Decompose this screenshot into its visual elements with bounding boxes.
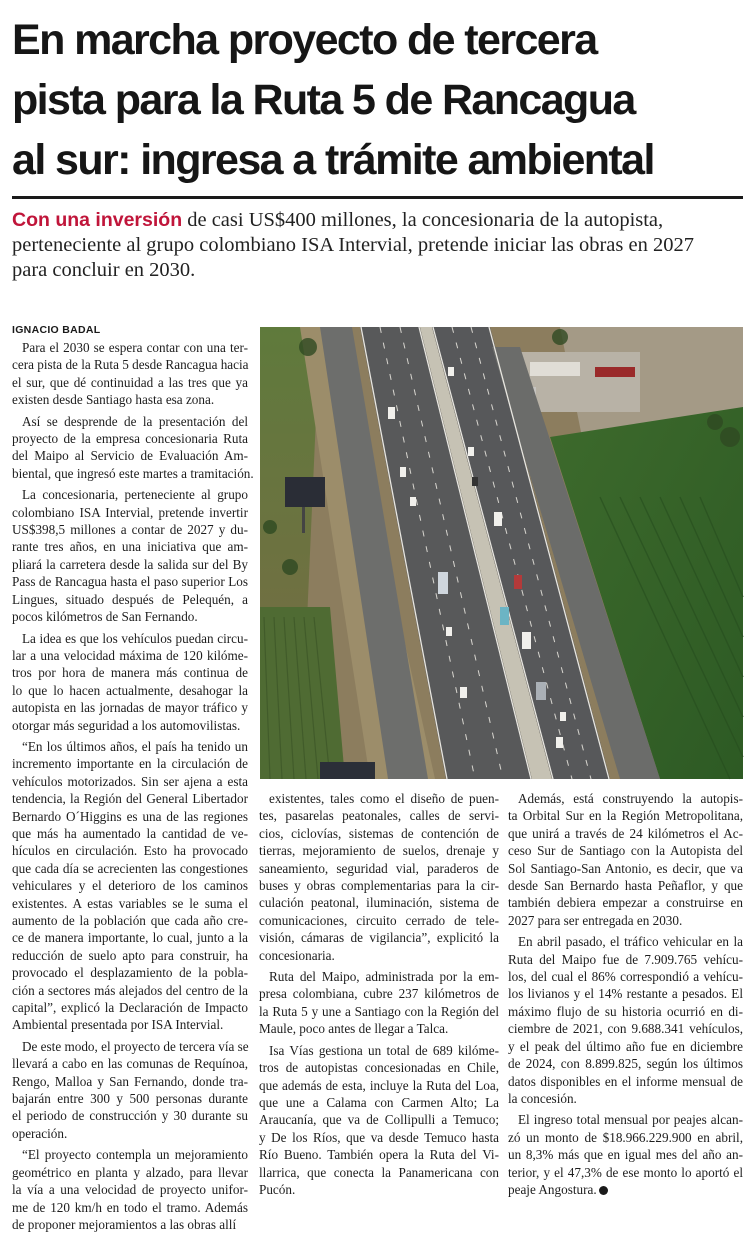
article-line: que unirá a través de 24 kilómetros el Ac-	[508, 825, 743, 841]
article-column-3	[508, 790, 743, 1198]
article-paragraph	[12, 413, 254, 483]
article-line: que más ha aumentado la cantidad de ve-	[12, 825, 248, 841]
article-column-1	[12, 339, 254, 1233]
article-line: ciembre de 2021, con 9.688.341 vehículos,	[508, 1021, 743, 1037]
headline-rule	[12, 196, 743, 199]
article-line: Pass de Rancagua hasta el paso superior Los	[12, 574, 248, 590]
article-line: máximo flujo de su historia ocurrió en di-	[508, 1003, 743, 1019]
article-line: La idea es que los vehículos puedan circu-	[22, 630, 248, 646]
article-line: peaje Angostura.	[508, 1181, 743, 1198]
article-line: vehiculares y el deterioro de los caminos	[12, 878, 248, 894]
article-line: culación peatonal, iluminación, sistema de	[259, 895, 499, 911]
headline-line: En marcha proyecto de tercera	[12, 16, 597, 64]
article-line: reducción de suelo apto para construir, ha	[12, 947, 248, 963]
article-line: ce de manera importante, lo cual, junto a la	[12, 930, 248, 946]
article-line: Río Bueno. También opera la Ruta del Vi-	[259, 1147, 499, 1163]
article-line: concesionaria.	[259, 947, 335, 963]
article-line: Ruta del Maipo fue de 7.909.765 vehícu-	[508, 951, 743, 967]
article-line: tierras, mejoramiento de suelos, drenaje y	[259, 843, 499, 859]
article-line: y De los Ríos, que va desde Temuco hasta	[259, 1129, 499, 1145]
article-line: provocado el desplazamiento de la pobla-	[12, 965, 248, 981]
article-column-2	[259, 790, 499, 1198]
article-line: capital”, explicó la Declaración de Impacto	[12, 1000, 248, 1016]
article-line: cera pista de la Ruta 5 desde Rancagua hacia	[12, 357, 249, 373]
article-line: pliará la carretera desde la salida sur del By	[12, 556, 248, 572]
article-line: existen desde Santiago hasta esa zona.	[12, 392, 215, 408]
article-line: rante tres años, en una iniciativa que am-	[12, 539, 248, 555]
article-line: “El proyecto contempla un mejoramiento	[22, 1147, 248, 1163]
article-line: saneamiento, seguridad vial, paraderos de	[259, 860, 499, 876]
article-line: proyecto de la empresa concesionaria Ruta	[12, 431, 248, 447]
article-line: otorgar más seguridad a los automovilistas.	[12, 717, 241, 733]
lead-line: de casi US$400 millones, la concesionaria de la autopista,	[182, 209, 664, 231]
article-line: Para el 2030 se espera contar con una ter-	[22, 340, 248, 355]
article-line: desde San Bernardo hasta Peñaflor, y que	[508, 878, 743, 894]
article-line: tendencia, la Región del General Libertador	[12, 791, 248, 807]
article-line: Ruta del Maipo, administrada por la em-	[269, 969, 499, 985]
article-paragraph	[12, 738, 248, 1034]
article-line: US$398,5 millones a contar de 2027 y du-	[12, 522, 248, 538]
article-paragraph	[12, 630, 248, 734]
article-line: los livianos y el 14% restante a pesados. El	[508, 986, 743, 1002]
article-line: cios, ciclovías, sistemas de contención de	[259, 825, 499, 841]
article-line: colombiano ISA Intervial, pretende invertir	[12, 504, 248, 520]
article-paragraph	[12, 486, 248, 625]
article-line: comunicaciones, circuito cerrado de tele-	[259, 912, 499, 928]
article-paragraph	[508, 1111, 743, 1198]
end-of-article-icon	[599, 1186, 608, 1195]
article-line: lo que lo hacen actualmente, desahogar la	[12, 682, 248, 698]
article-line: el sur, que dé continuidad a las tres que ya	[12, 374, 248, 390]
article-line: Araucanía, que va de Collipulli a Temuco;	[259, 1112, 499, 1128]
article-line: geométrico en planta y alzado, para llevar	[12, 1164, 248, 1180]
article-line: aumento de la población que cada año cre-	[12, 913, 248, 928]
article-line: datos disponibles en el informe mensual de	[508, 1073, 743, 1089]
article-line: existentes, tales como el diseño de puen-	[269, 791, 499, 806]
article-line: la concesión.	[508, 1090, 577, 1106]
article-line: De este modo, el proyecto de tercera vía se	[22, 1038, 249, 1054]
article-line: hículos en circulación. Esto ha provocado	[12, 843, 248, 859]
article-line: 2027 para ser entregada en 2030.	[508, 912, 683, 928]
article-line: los, del cual el 86% correspondió a vehícu-	[508, 969, 743, 985]
article-line: incremento importante en la circulación de	[12, 756, 248, 772]
article-line: ta Orbital Sur en la Región Metropolitana,	[508, 808, 743, 824]
lead-paragraph	[12, 208, 747, 283]
article-line: la Ruta 5 y une a Santiago con la Región del	[259, 1003, 499, 1019]
byline: IGNACIO BADAL	[12, 324, 101, 336]
article-line: tes, pasarelas peatonales, calles de servi-	[259, 808, 499, 824]
article-line: también debiera empezar a construirse en	[508, 895, 743, 911]
article-line: En abril pasado, el tráfico vehicular en la	[518, 934, 743, 950]
article-line: de proponer mejoramientos a las obras allí	[12, 1216, 237, 1232]
article-line: de 2024, con 8.899.825, según los últimos	[508, 1056, 743, 1072]
article-line: buses y obras complementarias para la cir-	[259, 878, 499, 894]
article-line: el periodo de construcción y 30 durante su	[12, 1108, 248, 1124]
article-line: Además, está construyendo la autopis-	[518, 791, 743, 806]
article-line: bajarán entre 300 y 500 personas durante	[12, 1091, 248, 1107]
article-line: tros por hora de manera más continua de	[12, 665, 248, 681]
article-line: y el peak del último año fue en diciembre	[508, 1038, 743, 1054]
article-line: lar a una velocidad máxima de 120 kilóme-	[12, 647, 248, 663]
article-line: La concesionaria, perteneciente al grupo	[22, 487, 248, 503]
article-paragraph	[259, 790, 499, 964]
article-line: llarrica, que conecta la Panamericana con	[259, 1164, 499, 1180]
article-line: operación.	[12, 1125, 68, 1141]
article-line: me de 120 km/h en todo el tramo. Además	[12, 1199, 248, 1215]
article-line: existentes. A estas variables se le suma el	[12, 895, 248, 911]
article-line: “En los últimos años, el país ha tenido un	[22, 738, 248, 754]
article-paragraph	[259, 1042, 499, 1199]
article-line: Ambiental presentada por ISA Intervial.	[12, 1017, 224, 1033]
lead-line: para concluir en 2030.	[12, 259, 196, 281]
article-line: que además de esta, incluye la Ruta del Loa,	[259, 1077, 499, 1093]
highway-aerial-photo	[260, 327, 743, 779]
article-line: Maule, poco antes de llegar a Talca.	[259, 1021, 449, 1037]
article-line: Isa Vías gestiona un total de 689 kilóme-	[269, 1042, 499, 1058]
article-line: un 8,3% más que en igual mes del año an-	[508, 1147, 743, 1163]
lead-line: perteneciente al grupo colombiano ISA Intervial, pretende iniciar las obras en 2027	[12, 234, 694, 256]
headline-line: pista para la Ruta 5 de Rancagua	[12, 76, 635, 124]
article-line: que une a Calama con Carmen Alto; La	[259, 1094, 499, 1110]
article-line: Lingues, situado después de Pelequén, a	[12, 591, 248, 607]
article-paragraph	[508, 790, 743, 929]
article-line: terior, y el 47,3% de ese monto lo aportó el	[508, 1164, 743, 1180]
article-line: autopista en las jornadas de mayor tráfico y	[12, 700, 248, 716]
article-line: del Maipo al Servicio de Evaluación Am-	[12, 448, 248, 464]
article-paragraph	[259, 968, 499, 1038]
article-line: pocos kilómetros de San Fernando.	[12, 609, 198, 625]
article-line: que cada día se acrecienten las congestiones	[12, 860, 248, 876]
article-line: biental, que ingresó este martes a tramitación.	[12, 465, 254, 481]
headline	[12, 10, 747, 190]
article-paragraph	[12, 339, 248, 409]
article-line: zó un monto de $18.966.229.900 en abril,	[508, 1129, 743, 1145]
highway-aerial-illustration	[260, 327, 743, 779]
article-line: la vía a una velocidad de proyecto unifor-	[12, 1182, 248, 1198]
article-line: Bernardo O´Higgins es una de las regiones	[12, 808, 248, 824]
article-line: ción a sectores más alejados del centro de la	[12, 982, 248, 998]
article-line: vehículos motorizados. Sin ser ajena a esta	[12, 773, 248, 789]
lead-highlight: Con una inversión	[12, 209, 183, 231]
article-paragraph	[12, 1146, 248, 1233]
article-line: visión, cámaras de vigilancia”, explicitó la	[259, 930, 499, 946]
article-line: Rengo, Malloa y San Fernando, donde tra-	[12, 1073, 248, 1089]
article-line: Así se desprende de la presentación del	[22, 413, 248, 429]
article-line: ceso Sur de Santiago con la Autopista del	[508, 843, 743, 859]
article-line: Sol Santiago-San Antonio, es decir, que va	[508, 860, 743, 876]
article-line: El ingreso total mensual por peajes alcan-	[518, 1112, 743, 1128]
article-paragraph	[12, 1038, 248, 1142]
article-paragraph	[508, 933, 743, 1107]
article-line: tros de autopistas concesionadas en Chile,	[259, 1060, 499, 1076]
article-line: llevará a cabo en las comunas de Requínoa,	[12, 1056, 248, 1072]
article-line: Pucón.	[259, 1181, 296, 1197]
headline-line: al sur: ingresa a trámite ambiental	[12, 136, 654, 184]
article-line: presa colombiana, cubre 237 kilómetros de	[259, 986, 499, 1002]
